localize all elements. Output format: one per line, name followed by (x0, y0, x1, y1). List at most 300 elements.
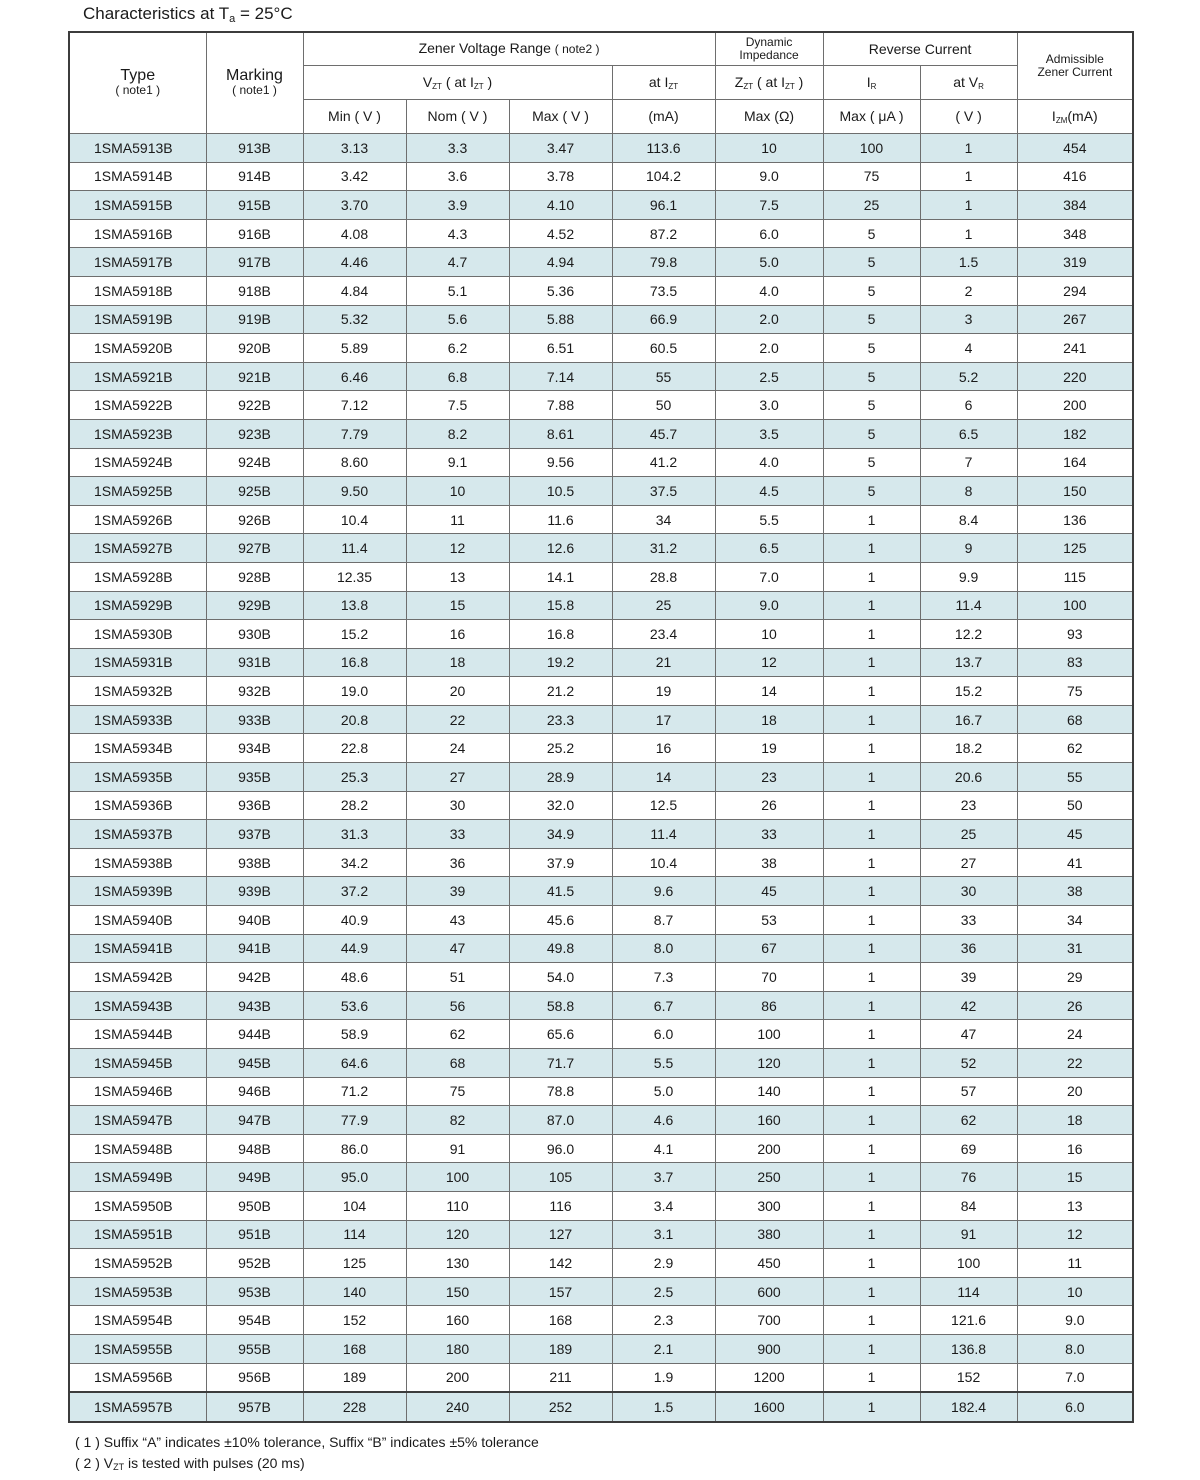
cell-izt: 6.0 (612, 1020, 715, 1049)
cell-izm: 16 (1017, 1134, 1133, 1163)
cell-vz-max: 49.8 (509, 934, 612, 963)
cell-vz-min: 4.84 (303, 276, 406, 305)
cell-vz-min: 64.6 (303, 1049, 406, 1078)
cell-vr: 16.7 (920, 705, 1017, 734)
header-ma: (mA) (612, 100, 715, 134)
header-v: ( V ) (920, 100, 1017, 134)
cell-vz-max: 211 (509, 1363, 612, 1392)
cell-zzt: 86 (715, 991, 823, 1020)
cell-vz-min: 13.8 (303, 591, 406, 620)
cell-zzt: 3.5 (715, 419, 823, 448)
cell-type: 1SMA5939B (69, 877, 206, 906)
cell-izm: 8.0 (1017, 1334, 1133, 1363)
cell-vz-min: 48.6 (303, 963, 406, 992)
cell-izt: 104.2 (612, 162, 715, 191)
cell-type: 1SMA5918B (69, 276, 206, 305)
header-zener-range (303, 32, 715, 66)
cell-vz-min: 125 (303, 1249, 406, 1278)
cell-vz-nom: 15 (406, 591, 509, 620)
cell-vz-min: 168 (303, 1334, 406, 1363)
cell-izm: 241 (1017, 334, 1133, 363)
cell-marking: 952B (206, 1249, 303, 1278)
cell-vr: 69 (920, 1134, 1017, 1163)
cell-vz-max: 14.1 (509, 562, 612, 591)
cell-izt: 113.6 (612, 134, 715, 163)
cell-vz-min: 6.46 (303, 362, 406, 391)
cell-marking: 929B (206, 591, 303, 620)
cell-vz-nom: 160 (406, 1306, 509, 1335)
header-zzt-sub2: ZT (785, 82, 795, 91)
cell-zzt: 19 (715, 734, 823, 763)
cell-ir: 5 (823, 219, 920, 248)
cell-izm: 15 (1017, 1163, 1133, 1192)
cell-izm: 93 (1017, 620, 1133, 649)
cell-vz-max: 142 (509, 1249, 612, 1278)
cell-vz-min: 12.35 (303, 562, 406, 591)
cell-izt: 2.5 (612, 1277, 715, 1306)
cell-zzt: 300 (715, 1191, 823, 1220)
cell-izm: 34 (1017, 906, 1133, 935)
cell-type: 1SMA5954B (69, 1306, 206, 1335)
cell-marking: 925B (206, 477, 303, 506)
cell-izt: 23.4 (612, 620, 715, 649)
cell-vr: 76 (920, 1163, 1017, 1192)
cell-izt: 2.1 (612, 1334, 715, 1363)
cell-type: 1SMA5951B (69, 1220, 206, 1249)
cell-vz-max: 189 (509, 1334, 612, 1363)
cell-izm: 26 (1017, 991, 1133, 1020)
cell-ir: 1 (823, 1334, 920, 1363)
cell-vr: 30 (920, 877, 1017, 906)
cell-type: 1SMA5934B (69, 734, 206, 763)
table-row (69, 991, 1133, 1020)
header-vzt-pre: V (422, 74, 433, 90)
table-row (69, 906, 1133, 935)
cell-type: 1SMA5925B (69, 477, 206, 506)
cell-vz-nom: 5.1 (406, 276, 509, 305)
cell-vz-nom: 30 (406, 791, 509, 820)
header-at-izt-pre: at I (648, 74, 669, 90)
cell-vz-max: 168 (509, 1306, 612, 1335)
header-zzt-mid: ( at I (753, 74, 785, 90)
table-header (69, 32, 1133, 134)
cell-vz-max: 28.9 (509, 763, 612, 792)
cell-marking: 916B (206, 219, 303, 248)
cell-vr: 52 (920, 1049, 1017, 1078)
cell-vz-nom: 200 (406, 1363, 509, 1392)
cell-type: 1SMA5945B (69, 1049, 206, 1078)
cell-vz-min: 71.2 (303, 1077, 406, 1106)
cell-vr: 114 (920, 1277, 1017, 1306)
header-admissible (1017, 32, 1133, 100)
cell-marking: 926B (206, 505, 303, 534)
cell-zzt: 9.0 (715, 162, 823, 191)
cell-marking: 951B (206, 1220, 303, 1249)
cell-vr: 1.5 (920, 248, 1017, 277)
cell-marking: 938B (206, 848, 303, 877)
cell-marking: 953B (206, 1277, 303, 1306)
cell-vz-min: 228 (303, 1392, 406, 1422)
cell-izm: 100 (1017, 591, 1133, 620)
cell-type: 1SMA5943B (69, 991, 206, 1020)
header-zzt-sub: ZT (743, 82, 754, 91)
cell-zzt: 2.5 (715, 362, 823, 391)
cell-izm: 22 (1017, 1049, 1133, 1078)
cell-vz-min: 8.60 (303, 448, 406, 477)
cell-izt: 21 (612, 648, 715, 677)
cell-vz-nom: 51 (406, 963, 509, 992)
cell-ir: 1 (823, 734, 920, 763)
footnote-2-post: is tested with pulses (20 ms) (124, 1455, 305, 1471)
cell-zzt: 10 (715, 134, 823, 163)
cell-vz-max: 34.9 (509, 820, 612, 849)
cell-ir: 1 (823, 1163, 920, 1192)
cell-vz-max: 7.88 (509, 391, 612, 420)
cell-marking: 948B (206, 1134, 303, 1163)
cell-vz-min: 152 (303, 1306, 406, 1335)
table-row (69, 820, 1133, 849)
table-row (69, 391, 1133, 420)
cell-zzt: 10 (715, 620, 823, 649)
cell-vz-max: 8.61 (509, 419, 612, 448)
cell-izt: 11.4 (612, 820, 715, 849)
cell-izt: 28.8 (612, 562, 715, 591)
cell-vz-nom: 120 (406, 1220, 509, 1249)
cell-type: 1SMA5926B (69, 505, 206, 534)
cell-type: 1SMA5921B (69, 362, 206, 391)
header-vzt-end: ) (483, 74, 493, 90)
cell-marking: 936B (206, 791, 303, 820)
cell-vr: 27 (920, 848, 1017, 877)
cell-vz-min: 104 (303, 1191, 406, 1220)
table-row (69, 248, 1133, 277)
cell-ir: 1 (823, 763, 920, 792)
cell-marking: 917B (206, 248, 303, 277)
table-row (69, 1277, 1133, 1306)
cell-marking: 954B (206, 1306, 303, 1335)
table-row (69, 1334, 1133, 1363)
footnote-1: ( 1 ) Suffix “A” indicates ±10% tolerance, Suffix “B” indicates ±5% tolerance (75, 1434, 539, 1450)
cell-type: 1SMA5932B (69, 677, 206, 706)
cell-izt: 37.5 (612, 477, 715, 506)
page-title (83, 3, 293, 25)
cell-vz-nom: 6.2 (406, 334, 509, 363)
footnote-2-pre: ( 2 ) V (75, 1455, 114, 1471)
header-ir-pre: I (866, 74, 871, 90)
cell-izm: 24 (1017, 1020, 1133, 1049)
cell-vz-min: 3.70 (303, 191, 406, 220)
cell-izm: 55 (1017, 763, 1133, 792)
cell-marking: 923B (206, 419, 303, 448)
cell-vz-nom: 18 (406, 648, 509, 677)
table-row (69, 763, 1133, 792)
header-nom: Nom ( V ) (406, 100, 509, 134)
cell-izt: 5.0 (612, 1077, 715, 1106)
cell-zzt: 2.0 (715, 334, 823, 363)
cell-ir: 5 (823, 248, 920, 277)
cell-izm: 9.0 (1017, 1306, 1133, 1335)
cell-type: 1SMA5957B (69, 1392, 206, 1422)
header-izm-end: (mA) (1067, 108, 1098, 124)
cell-type: 1SMA5952B (69, 1249, 206, 1278)
cell-izm: 454 (1017, 134, 1133, 163)
cell-zzt: 450 (715, 1249, 823, 1278)
cell-zzt: 4.0 (715, 448, 823, 477)
cell-vz-nom: 27 (406, 763, 509, 792)
cell-ir: 1 (823, 1191, 920, 1220)
cell-izm: 7.0 (1017, 1363, 1133, 1392)
cell-izt: 16 (612, 734, 715, 763)
cell-vz-nom: 16 (406, 620, 509, 649)
cell-marking: 940B (206, 906, 303, 935)
cell-vz-max: 7.14 (509, 362, 612, 391)
table-row (69, 877, 1133, 906)
cell-zzt: 140 (715, 1077, 823, 1106)
cell-vz-min: 28.2 (303, 791, 406, 820)
cell-zzt: 600 (715, 1277, 823, 1306)
cell-type: 1SMA5930B (69, 620, 206, 649)
table-row (69, 591, 1133, 620)
cell-izm: 62 (1017, 734, 1133, 763)
header-ir (823, 66, 920, 100)
cell-zzt: 4.0 (715, 276, 823, 305)
cell-marking: 914B (206, 162, 303, 191)
cell-izm: 13 (1017, 1191, 1133, 1220)
cell-vz-min: 4.46 (303, 248, 406, 277)
cell-vr: 11.4 (920, 591, 1017, 620)
cell-ir: 1 (823, 1392, 920, 1422)
cell-type: 1SMA5928B (69, 562, 206, 591)
cell-vz-nom: 39 (406, 877, 509, 906)
cell-type: 1SMA5937B (69, 820, 206, 849)
cell-ir: 1 (823, 677, 920, 706)
cell-izt: 87.2 (612, 219, 715, 248)
cell-vz-min: 20.8 (303, 705, 406, 734)
cell-marking: 935B (206, 763, 303, 792)
cell-ir: 1 (823, 791, 920, 820)
cell-type: 1SMA5940B (69, 906, 206, 935)
header-admissible-line1: Admissible (1045, 52, 1104, 66)
cell-vz-min: 25.3 (303, 763, 406, 792)
cell-vz-nom: 6.8 (406, 362, 509, 391)
cell-vz-max: 10.5 (509, 477, 612, 506)
cell-izm: 115 (1017, 562, 1133, 591)
title-suffix: = 25°C (235, 4, 293, 23)
table-row (69, 1049, 1133, 1078)
cell-ir: 5 (823, 419, 920, 448)
cell-ir: 1 (823, 877, 920, 906)
cell-marking: 946B (206, 1077, 303, 1106)
cell-vr: 20.6 (920, 763, 1017, 792)
cell-izt: 50 (612, 391, 715, 420)
cell-izm: 75 (1017, 677, 1133, 706)
cell-ir: 5 (823, 362, 920, 391)
cell-zzt: 6.5 (715, 534, 823, 563)
cell-marking: 915B (206, 191, 303, 220)
cell-izt: 10.4 (612, 848, 715, 877)
table-row (69, 1392, 1133, 1422)
table-row (69, 562, 1133, 591)
cell-zzt: 53 (715, 906, 823, 935)
cell-vz-max: 19.2 (509, 648, 612, 677)
cell-zzt: 100 (715, 1020, 823, 1049)
cell-vz-min: 3.42 (303, 162, 406, 191)
cell-vz-nom: 9.1 (406, 448, 509, 477)
cell-ir: 1 (823, 1134, 920, 1163)
header-max-ohm: Max (Ω) (715, 100, 823, 134)
cell-izt: 8.0 (612, 934, 715, 963)
cell-marking: 943B (206, 991, 303, 1020)
cell-izm: 319 (1017, 248, 1133, 277)
cell-vz-max: 58.8 (509, 991, 612, 1020)
cell-ir: 5 (823, 448, 920, 477)
cell-vz-min: 189 (303, 1363, 406, 1392)
cell-vz-min: 5.32 (303, 305, 406, 334)
cell-vz-max: 5.88 (509, 305, 612, 334)
cell-vr: 13.7 (920, 648, 1017, 677)
cell-vz-min: 31.3 (303, 820, 406, 849)
cell-zzt: 160 (715, 1106, 823, 1135)
header-izm (1017, 100, 1133, 134)
characteristics-table-wrapper (68, 31, 1132, 1423)
cell-izt: 31.2 (612, 534, 715, 563)
cell-zzt: 120 (715, 1049, 823, 1078)
cell-marking: 947B (206, 1106, 303, 1135)
cell-vr: 18.2 (920, 734, 1017, 763)
cell-vz-min: 95.0 (303, 1163, 406, 1192)
cell-vz-max: 4.10 (509, 191, 612, 220)
cell-vz-nom: 24 (406, 734, 509, 763)
cell-type: 1SMA5944B (69, 1020, 206, 1049)
cell-izt: 5.5 (612, 1049, 715, 1078)
cell-vz-nom: 91 (406, 1134, 509, 1163)
cell-vz-min: 5.89 (303, 334, 406, 363)
cell-marking: 957B (206, 1392, 303, 1422)
cell-izm: 45 (1017, 820, 1133, 849)
table-row (69, 191, 1133, 220)
cell-vr: 12.2 (920, 620, 1017, 649)
cell-zzt: 5.0 (715, 248, 823, 277)
cell-type: 1SMA5917B (69, 248, 206, 277)
header-at-vr-pre: at V (953, 74, 979, 90)
cell-ir: 1 (823, 1049, 920, 1078)
footnotes (75, 1432, 539, 1474)
cell-marking: 920B (206, 334, 303, 363)
table-row (69, 1163, 1133, 1192)
cell-izt: 25 (612, 591, 715, 620)
cell-ir: 5 (823, 334, 920, 363)
cell-vz-min: 37.2 (303, 877, 406, 906)
cell-marking: 956B (206, 1363, 303, 1392)
cell-zzt: 7.0 (715, 562, 823, 591)
cell-izt: 6.7 (612, 991, 715, 1020)
cell-type: 1SMA5936B (69, 791, 206, 820)
cell-type: 1SMA5916B (69, 219, 206, 248)
footnote-2 (75, 1453, 539, 1474)
cell-vz-max: 4.94 (509, 248, 612, 277)
cell-vz-nom: 12 (406, 534, 509, 563)
table-row (69, 1077, 1133, 1106)
cell-marking: 939B (206, 877, 303, 906)
cell-ir: 1 (823, 1306, 920, 1335)
cell-vz-min: 7.12 (303, 391, 406, 420)
table-row (69, 134, 1133, 163)
header-type (69, 32, 206, 134)
cell-zzt: 700 (715, 1306, 823, 1335)
cell-zzt: 9.0 (715, 591, 823, 620)
cell-vr: 6.5 (920, 419, 1017, 448)
cell-vr: 100 (920, 1249, 1017, 1278)
cell-izm: 38 (1017, 877, 1133, 906)
cell-vr: 4 (920, 334, 1017, 363)
header-at-vr-sub: R (978, 82, 984, 91)
cell-zzt: 67 (715, 934, 823, 963)
cell-vz-min: 9.50 (303, 477, 406, 506)
cell-vz-nom: 110 (406, 1191, 509, 1220)
cell-izt: 7.3 (612, 963, 715, 992)
cell-vr: 1 (920, 219, 1017, 248)
cell-vz-min: 10.4 (303, 505, 406, 534)
cell-type: 1SMA5956B (69, 1363, 206, 1392)
cell-vz-max: 65.6 (509, 1020, 612, 1049)
cell-type: 1SMA5929B (69, 591, 206, 620)
cell-zzt: 70 (715, 963, 823, 992)
cell-zzt: 200 (715, 1134, 823, 1163)
cell-vz-min: 44.9 (303, 934, 406, 963)
cell-ir: 100 (823, 134, 920, 163)
cell-type: 1SMA5949B (69, 1163, 206, 1192)
cell-vz-nom: 3.3 (406, 134, 509, 163)
cell-ir: 1 (823, 963, 920, 992)
cell-izt: 2.3 (612, 1306, 715, 1335)
title-subscript: a (229, 13, 236, 25)
cell-vz-nom: 22 (406, 705, 509, 734)
cell-izt: 1.5 (612, 1392, 715, 1422)
cell-izt: 14 (612, 763, 715, 792)
cell-ir: 1 (823, 820, 920, 849)
cell-vz-min: 22.8 (303, 734, 406, 763)
cell-ir: 1 (823, 848, 920, 877)
cell-izt: 4.6 (612, 1106, 715, 1135)
cell-vz-nom: 3.6 (406, 162, 509, 191)
header-at-izt (612, 66, 715, 100)
cell-ir: 5 (823, 477, 920, 506)
cell-vz-nom: 56 (406, 991, 509, 1020)
cell-vz-max: 78.8 (509, 1077, 612, 1106)
cell-type: 1SMA5919B (69, 305, 206, 334)
table-row (69, 276, 1133, 305)
cell-vz-min: 34.2 (303, 848, 406, 877)
cell-izm: 182 (1017, 419, 1133, 448)
cell-vz-min: 53.6 (303, 991, 406, 1020)
header-izm-sub: ZM (1055, 116, 1068, 125)
cell-vz-nom: 43 (406, 906, 509, 935)
cell-vz-nom: 82 (406, 1106, 509, 1135)
title-text: Characteristics at T (83, 4, 230, 23)
cell-izt: 3.1 (612, 1220, 715, 1249)
cell-vz-nom: 5.6 (406, 305, 509, 334)
cell-izm: 12 (1017, 1220, 1133, 1249)
table-row (69, 419, 1133, 448)
table-row (69, 1134, 1133, 1163)
cell-vr: 5.2 (920, 362, 1017, 391)
cell-zzt: 7.5 (715, 191, 823, 220)
cell-vr: 7 (920, 448, 1017, 477)
table-row (69, 1220, 1133, 1249)
header-dynamic-line1: Dynamic (745, 35, 793, 49)
cell-ir: 5 (823, 305, 920, 334)
cell-ir: 1 (823, 1249, 920, 1278)
